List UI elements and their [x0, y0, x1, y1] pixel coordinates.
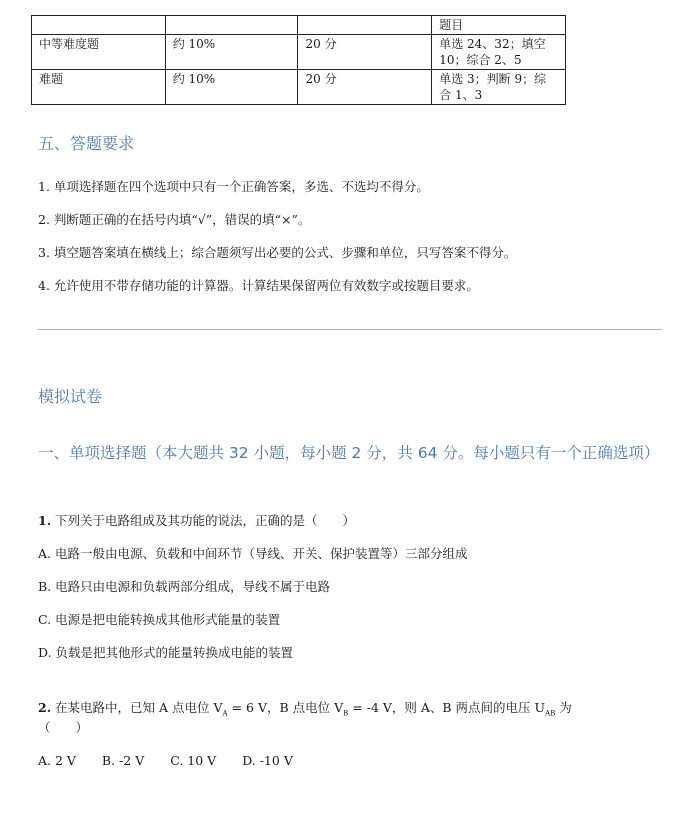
question-2 — [38, 699, 572, 723]
list-item: 2. 判断题正确的在括号内填“√”，错误的填“×”。 — [38, 212, 311, 227]
requirements-heading: 五、答题要求 — [38, 134, 135, 153]
horizontal-divider — [38, 329, 662, 330]
table-cell — [298, 16, 432, 35]
option-a: A. 电路一般由电源、负载和中间环节（导线、开关、保护装置等）三部分组成 — [38, 546, 468, 561]
question-2-options — [38, 752, 315, 770]
question-number: 1. — [38, 513, 52, 528]
subscript: A — [222, 709, 228, 718]
question-stem: = -4 V，则 A、B 两点间的电压 U — [348, 700, 546, 715]
option-d: D. -10 V — [242, 753, 293, 768]
option-d: D. 负载是把其他形式的能量转换成电能的装置 — [38, 645, 294, 660]
table-cell — [165, 16, 298, 35]
table-cell: 20 分 — [298, 70, 432, 105]
subscript: AB — [545, 709, 556, 718]
list-item: 3. 填空题答案填在横线上；综合题须写出必要的公式、步骤和单位，只写答案不得分。 — [38, 245, 517, 260]
table-row — [32, 16, 566, 35]
option-b: B. 电路只由电源和负载两部分组成，导线不属于电路 — [38, 579, 331, 594]
table-cell: 题目 — [432, 16, 566, 35]
question-stem: 下列关于电路组成及其功能的说法，正确的是（ ） — [55, 513, 356, 528]
table-cell: 约 10% — [165, 70, 298, 105]
section-title: 一、单项选择题（本大题共 32 小题，每小题 2 分，共 64 分。每小题只有一个正确选项） — [38, 444, 660, 462]
question-2-blank: （ ） — [38, 720, 89, 735]
option-c: C. 10 V — [170, 753, 217, 768]
difficulty-table — [31, 15, 566, 105]
question-stem: = 6 V，B 点电位 V — [227, 700, 344, 715]
requirements-list — [38, 178, 516, 310]
subscript: B — [343, 709, 349, 718]
table-cell: 约 10% — [165, 35, 298, 70]
list-item: 4. 允许使用不带存储功能的计算器。计算结果保留两位有效数字或按题目要求。 — [38, 278, 479, 293]
option-b: B. -2 V — [101, 753, 145, 768]
option-a: A. 2 V — [38, 753, 76, 768]
question-1 — [38, 512, 355, 530]
table-cell: 单选 3；判断 9；综合 1、3 — [432, 70, 566, 105]
table-cell: 单选 24、32；填空 10；综合 2、5 — [432, 35, 566, 70]
question-stem: 在某电路中，已知 A 点电位 V — [55, 700, 223, 715]
table-row — [32, 35, 566, 70]
question-stem: 为 — [555, 700, 572, 715]
table-cell: 难题 — [32, 70, 166, 105]
table-row — [32, 70, 566, 105]
table-cell: 20 分 — [298, 35, 432, 70]
table-cell: 中等难度题 — [32, 35, 166, 70]
table-cell — [32, 16, 166, 35]
option-c: C. 电源是把电能转换成其他形式能量的装置 — [38, 612, 281, 627]
list-item: 1. 单项选择题在四个选项中只有一个正确答案，多选、不选均不得分。 — [38, 179, 429, 194]
mock-exam-heading: 模拟试卷 — [38, 387, 103, 406]
question-number: 2. — [38, 700, 52, 715]
